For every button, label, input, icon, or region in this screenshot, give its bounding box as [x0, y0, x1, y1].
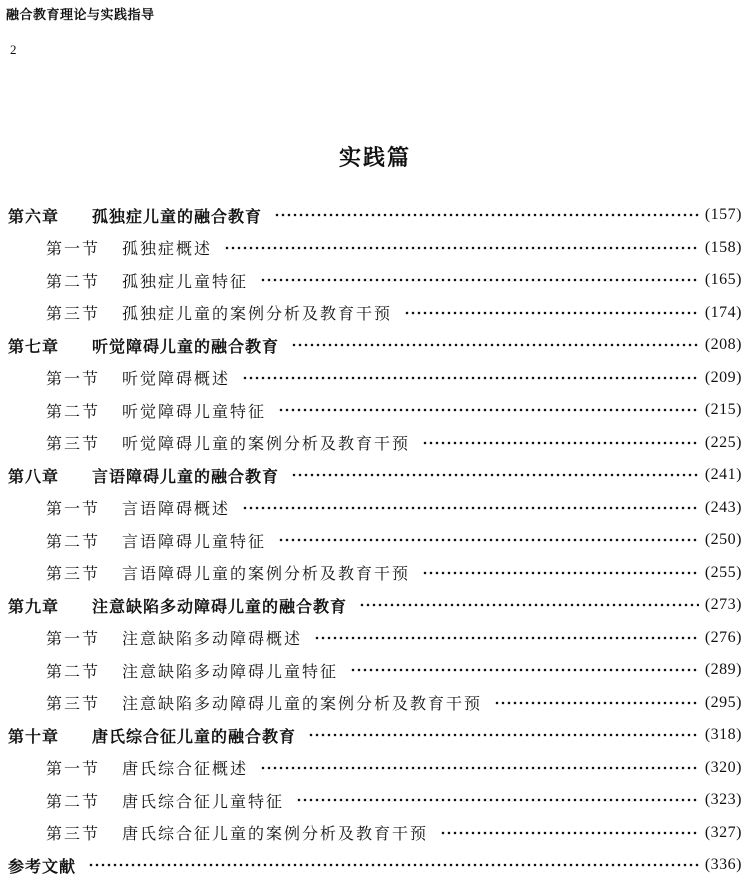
dot-leader	[422, 571, 699, 575]
page-ref: (225)	[704, 433, 742, 451]
section-entry-title: 听觉障碍儿童的案例分析及教育干预	[122, 434, 411, 454]
dot-leader	[278, 538, 699, 542]
page-ref: (295)	[704, 693, 742, 711]
section-entry-title: 注意缺陷多动障碍儿童的案例分析及教育干预	[122, 694, 483, 714]
dot-leader	[260, 766, 699, 770]
page-ref: (289)	[704, 661, 742, 679]
chapter-title: 唐氏综合征儿童的融合教育	[92, 726, 297, 746]
chapter-label: 第八章	[8, 466, 60, 486]
page-ref: (165)	[704, 271, 742, 289]
section-entry-title: 唐氏综合征概述	[122, 759, 249, 779]
dot-leader	[440, 831, 699, 835]
toc-section-entry[interactable]	[0, 394, 742, 427]
dot-leader	[296, 798, 699, 802]
page-ref: (241)	[704, 466, 742, 484]
chapter-title: 言语障碍儿童的融合教育	[92, 466, 280, 486]
dot-leader	[224, 246, 699, 250]
chapter-label: 第六章	[8, 206, 60, 226]
section-label: 第三节	[46, 824, 101, 844]
toc-section-entry[interactable]	[0, 784, 742, 817]
toc-section-entry[interactable]	[0, 557, 742, 590]
section-label: 第二节	[46, 271, 101, 291]
section-entry-title: 言语障碍概述	[122, 499, 231, 519]
section-entry-title: 注意缺陷多动障碍概述	[122, 629, 303, 649]
toc-section-entry[interactable]	[0, 362, 742, 395]
chapter-label: 第七章	[8, 336, 60, 356]
toc-references-entry[interactable]	[0, 849, 742, 882]
dot-leader	[242, 506, 699, 510]
dot-leader	[242, 376, 699, 380]
section-label: 第三节	[46, 304, 101, 324]
section-entry-title: 听觉障碍概述	[122, 369, 231, 389]
dot-leader	[422, 441, 699, 445]
page-ref: (327)	[704, 823, 742, 841]
section-entry-title: 言语障碍儿童的案例分析及教育干预	[122, 564, 411, 584]
dot-leader	[404, 311, 699, 315]
toc-chapter-entry[interactable]	[0, 329, 742, 362]
section-entry-title: 孤独症儿童特征	[122, 271, 249, 291]
dot-leader	[350, 668, 699, 672]
dot-leader	[260, 278, 699, 282]
page-ref: (215)	[704, 401, 742, 419]
page-ref: (174)	[704, 303, 742, 321]
toc-chapter-entry[interactable]	[0, 199, 742, 232]
page-ref: (276)	[704, 628, 742, 646]
section-entry-title: 言语障碍儿童特征	[122, 531, 267, 551]
page-ref: (250)	[704, 531, 742, 549]
toc-section-entry[interactable]	[0, 427, 742, 460]
toc-section-entry[interactable]	[0, 264, 742, 297]
section-label: 第一节	[46, 759, 101, 779]
dot-leader	[359, 603, 699, 607]
page-ref: (209)	[704, 368, 742, 386]
section-label: 第三节	[46, 564, 101, 584]
section-label: 第二节	[46, 791, 101, 811]
dot-leader	[291, 473, 699, 477]
toc-section-entry[interactable]	[0, 654, 742, 687]
chapter-title: 孤独症儿童的融合教育	[92, 206, 263, 226]
section-entry-title: 唐氏综合征儿童特征	[122, 791, 285, 811]
section-entry-title: 孤独症儿童的案例分析及教育干预	[122, 304, 393, 324]
page-ref: (336)	[704, 856, 742, 874]
chapter-title: 注意缺陷多动障碍儿童的融合教育	[92, 596, 348, 616]
toc-section-entry[interactable]	[0, 524, 742, 557]
section-label: 第一节	[46, 629, 101, 649]
section-label: 第一节	[46, 369, 101, 389]
section-label: 第一节	[46, 499, 101, 519]
section-entry-title: 听觉障碍儿童特征	[122, 401, 267, 421]
page-ref: (158)	[704, 238, 742, 256]
toc-section-entry[interactable]	[0, 817, 742, 850]
page-ref: (255)	[704, 563, 742, 581]
dot-leader	[308, 733, 699, 737]
page-ref: (318)	[704, 726, 742, 744]
section-label: 第三节	[46, 694, 101, 714]
dot-leader	[291, 343, 699, 347]
toc-section-entry[interactable]	[0, 622, 742, 655]
chapter-label: 第九章	[8, 596, 60, 616]
page-ref: (323)	[704, 791, 742, 809]
section-label: 第二节	[46, 661, 101, 681]
running-header: 融合教育理论与实践指导	[6, 8, 155, 23]
dot-leader	[88, 863, 699, 867]
section-entry-title: 唐氏综合征儿童的案例分析及教育干预	[122, 824, 429, 844]
page-ref: (243)	[704, 498, 742, 516]
toc-chapter-entry[interactable]	[0, 719, 742, 752]
toc-chapter-entry[interactable]	[0, 589, 742, 622]
chapter-label: 第十章	[8, 726, 60, 746]
dot-leader	[494, 701, 699, 705]
page-ref: (273)	[704, 596, 742, 614]
section-entry-title: 孤独症概述	[122, 239, 213, 259]
toc-section-entry[interactable]	[0, 752, 742, 785]
chapter-title: 听觉障碍儿童的融合教育	[92, 336, 280, 356]
table-of-contents	[0, 199, 742, 882]
toc-section-entry[interactable]	[0, 232, 742, 265]
page-ref: (208)	[704, 336, 742, 354]
toc-chapter-entry[interactable]	[0, 459, 742, 492]
page-ref: (157)	[704, 206, 742, 224]
section-title: 实践篇	[338, 145, 411, 171]
dot-leader	[274, 213, 699, 217]
page-number: 2	[10, 42, 17, 57]
section-label: 第一节	[46, 239, 101, 259]
dot-leader	[314, 636, 699, 640]
section-label: 第二节	[46, 401, 101, 421]
toc-section-entry[interactable]	[0, 492, 742, 525]
dot-leader	[278, 408, 699, 412]
page-ref: (320)	[704, 758, 742, 776]
toc-section-entry[interactable]	[0, 297, 742, 330]
toc-section-entry[interactable]	[0, 687, 742, 720]
section-label: 第三节	[46, 434, 101, 454]
section-entry-title: 注意缺陷多动障碍儿童特征	[122, 661, 339, 681]
section-label: 第二节	[46, 531, 101, 551]
references-title: 参考文献	[8, 856, 77, 876]
